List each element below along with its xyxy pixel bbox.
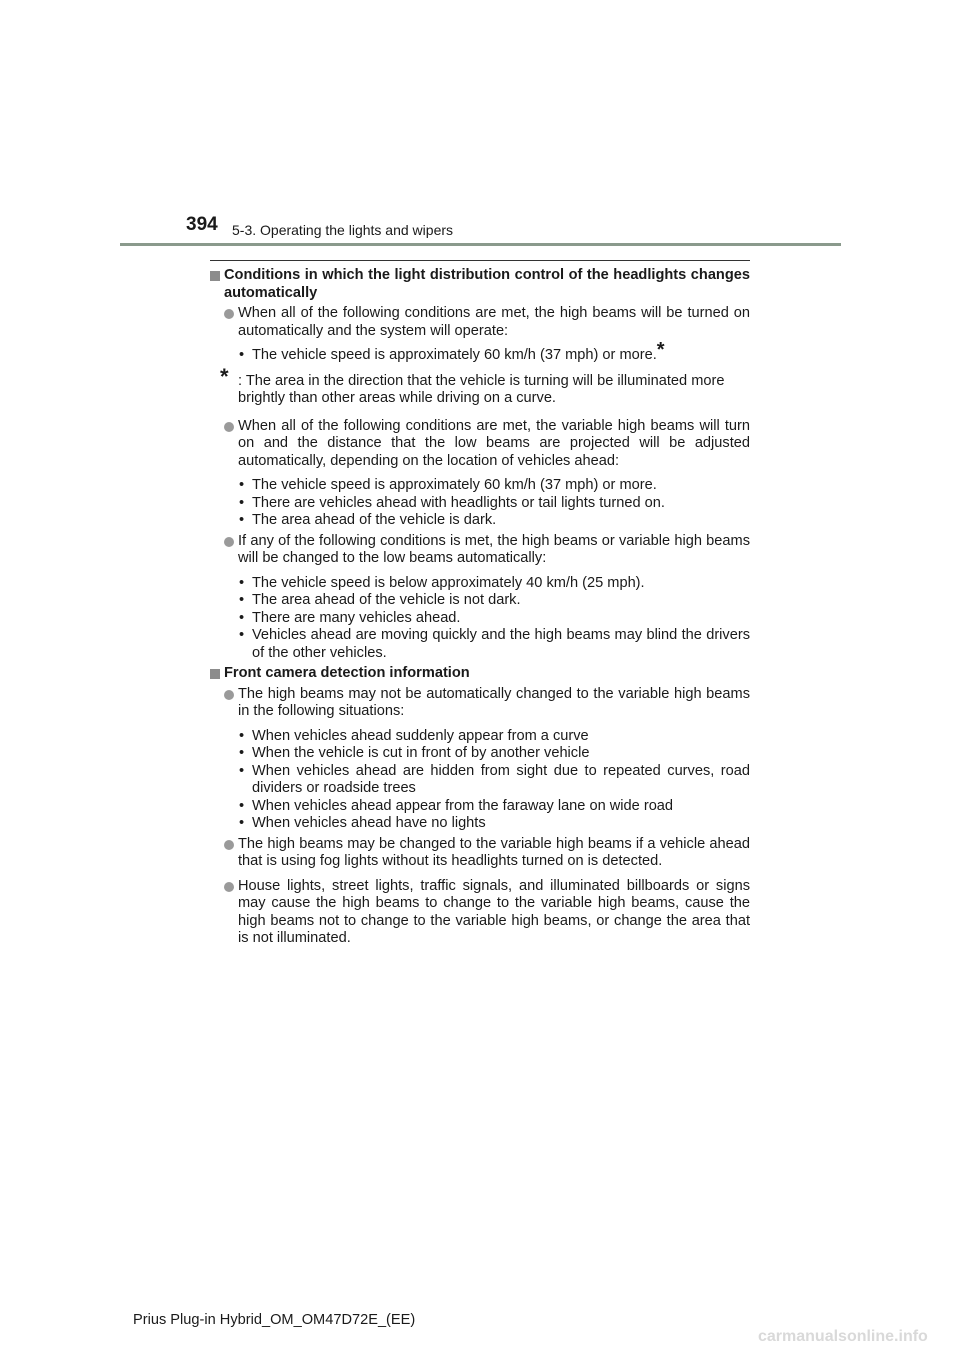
bullet-paragraph bbox=[210, 533, 750, 568]
bullet-text: When all of the following conditions are met, the variable high beams will turn on and the distance that the low beams are projected will be adjusted automatically, depending on the location of vehicles ahead: bbox=[238, 417, 750, 469]
sub-list bbox=[210, 477, 750, 530]
list-item: • The area ahead of the vehicle is dark. bbox=[238, 512, 750, 530]
circle-bullet-icon bbox=[224, 690, 234, 700]
bullet-paragraph bbox=[210, 836, 750, 871]
list-item: • When the vehicle is cut in front of by another vehicle bbox=[238, 745, 750, 763]
bullet-paragraph bbox=[210, 305, 750, 340]
footnote-reference: * bbox=[656, 339, 665, 361]
list-item: • There are vehicles ahead with headlights or tail lights turned on. bbox=[238, 495, 750, 513]
section-heading bbox=[210, 665, 750, 683]
footnote bbox=[210, 363, 750, 408]
bullet-text: When all of the following conditions are met, the high beams will be turned on automatically and the system will operate: bbox=[238, 305, 750, 339]
bullet-text: The high beams may be changed to the variable high beams if a vehicle ahead that is using fog lights without its headlights turned on is detected. bbox=[238, 835, 750, 869]
bullet-paragraph bbox=[210, 418, 750, 471]
list-item: • When vehicles ahead appear from the faraway lane on wide road bbox=[238, 798, 750, 816]
header-rule bbox=[120, 243, 841, 246]
list-item: • When vehicles ahead suddenly appear from a curve bbox=[238, 728, 750, 746]
list-item: • The area ahead of the vehicle is not dark. bbox=[238, 592, 750, 610]
section-title: 5-3. Operating the lights and wipers bbox=[232, 222, 454, 238]
footnote-text: : The area in the direction that the vehicle is turning will be illuminated more brightly than other areas while driving on a curve. bbox=[238, 372, 725, 406]
footer-document-id: Prius Plug-in Hybrid_OM_OM47D72E_(EE) bbox=[133, 1312, 416, 1328]
list-item: • When vehicles ahead are hidden from sight due to repeated curves, road dividers or roadside trees bbox=[238, 763, 750, 798]
bullet-paragraph bbox=[210, 878, 750, 948]
page-header bbox=[0, 0, 960, 250]
sub-list bbox=[210, 575, 750, 663]
list-item: • When vehicles ahead have no lights bbox=[238, 815, 750, 833]
list-item: • There are many vehicles ahead. bbox=[238, 610, 750, 628]
bullet-text: House lights, street lights, traffic signals, and illuminated billboards or signs may cause the high beams to change to the variable high beams, cause the high beams not to change to the variable high beams, or change the area that is not illuminated. bbox=[238, 877, 750, 946]
circle-bullet-icon bbox=[224, 882, 234, 892]
circle-bullet-icon bbox=[224, 537, 234, 547]
bullet-text: If any of the following conditions is met, the high beams or variable high beams will be changed to the low beams automatically: bbox=[238, 532, 750, 566]
list-item: • The vehicle speed is approximately 60 km/h (37 mph) or more. bbox=[238, 477, 750, 495]
page-content bbox=[210, 265, 750, 955]
heading-text: Conditions in which the light distribution control of the headlights changes automatically bbox=[224, 267, 750, 301]
footnote-mark: * bbox=[220, 363, 229, 389]
watermark: carmanualsonline.info bbox=[758, 1328, 928, 1345]
circle-bullet-icon bbox=[224, 840, 234, 850]
list-item: • Vehicles ahead are moving quickly and the high beams may blind the drivers of the other vehicles. bbox=[238, 627, 750, 662]
square-bullet-icon bbox=[210, 669, 220, 679]
circle-bullet-icon bbox=[224, 422, 234, 432]
page-number: 394 bbox=[186, 214, 218, 235]
bullet-text: The high beams may not be automatically changed to the variable high beams in the following situations: bbox=[238, 685, 750, 719]
sub-list bbox=[210, 728, 750, 833]
content-rule bbox=[210, 260, 750, 261]
square-bullet-icon bbox=[210, 271, 220, 281]
sub-list bbox=[210, 339, 750, 365]
circle-bullet-icon bbox=[224, 309, 234, 319]
section-heading bbox=[210, 267, 750, 302]
list-item: • The vehicle speed is below approximately 40 km/h (25 mph). bbox=[238, 575, 750, 593]
bullet-paragraph bbox=[210, 686, 750, 721]
heading-text: Front camera detection information bbox=[224, 665, 470, 681]
list-item: • The vehicle speed is approximately 60 km/h (37 mph) or more.* bbox=[238, 347, 750, 365]
